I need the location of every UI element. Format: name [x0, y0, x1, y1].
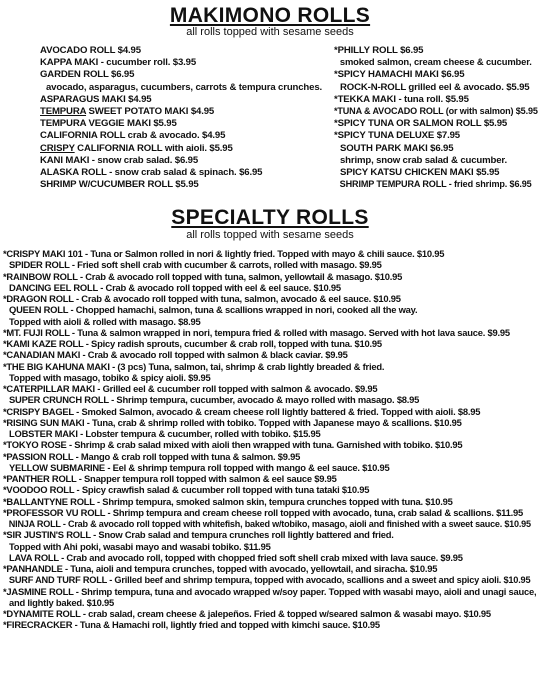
specialty-line: [3, 608, 539, 619]
menu-item-text: ALASKA ROLL - snow crab salad & spinach. $6.95: [40, 167, 263, 179]
specialty-line: [3, 271, 539, 282]
menu-item-text: *FIRECRACKER - Tuna & Hamachi roll, lightly fried and topped with kimchi sauce. $10.95: [3, 619, 380, 631]
specialty-line: [3, 529, 539, 540]
specialty-line: [3, 259, 539, 270]
menu-item-text: avocado, asparagus, cucumbers, carrots & tempura crunches.: [46, 81, 323, 93]
menu-item-text: CALIFORNIA ROLL with aioli. $5.95: [74, 142, 233, 154]
menu-item-text: *TUNA & AVOCADO ROLL (or with salmon) $5.95: [334, 106, 538, 118]
menu-item: [334, 118, 539, 130]
menu-item-text: *CANADIAN MAKI - Crab & avocado roll topped with salmon & black caviar. $9.95: [3, 349, 348, 361]
menu-item: [334, 143, 539, 155]
menu-item-text: ROCK-N-ROLL grilled eel & avocado. $5.95: [340, 81, 530, 93]
specialty-line: [3, 293, 539, 304]
menu-item-text: SUPER CRUNCH ROLL - Shrimp tempura, cucumber, avocado & mayo rolled with masago. $8.95: [9, 394, 420, 406]
specialty-title: SPECIALTY ROLLS: [171, 206, 369, 229]
menu-item-text: SHRIMP TEMPURA ROLL - fried shrimp. $6.95: [339, 179, 532, 191]
specialty-line: [3, 619, 539, 630]
menu-item-text: *PROFESSOR VU ROLL - Shrimp tempura and cream cheese roll topped with avocado, tuna, crab salad & scallions. $11.95: [3, 506, 523, 518]
menu-item: [334, 94, 539, 106]
specialty-line: [3, 496, 539, 507]
menu-item-text: CALIFORNIA ROLL crab & avocado. $4.95: [40, 130, 226, 142]
menu-item: [40, 69, 330, 81]
specialty-roll-list: [3, 248, 539, 631]
menu-item-text: *TOKYO ROSE - Shrimp & crab salad mixed with aioli then wrapped with tuna. Garnished with tobiko. $10.95: [3, 439, 463, 451]
specialty-line: [3, 349, 539, 360]
specialty-line: [3, 541, 539, 552]
menu-item: [334, 57, 538, 69]
menu-item-text: *DYNAMITE ROLL - crab salad, cream cheese & jalepeños. Fried & topped w/seared salmon & wasabi mayo. $10.95: [3, 608, 491, 619]
menu-item-text: KAPPA MAKI - cucumber roll. $3.95: [40, 57, 197, 69]
menu-item: [40, 106, 330, 118]
menu-item-text: SURF AND TURF ROLL - Grilled beef and shrimp tempura, topped with avocado, scallions and a sweet and spicy aioli. $10.95: [8, 574, 531, 586]
menu-item-text: *RAINBOW ROLL - Crab & avocado roll topped with tuna, salmon, yellowtail & masago. $10.95: [3, 270, 403, 282]
menu-item: [40, 179, 330, 191]
menu-item-text: *PANTHER ROLL - Snapper tempura roll topped with salmon & eel sauce $9.95: [3, 473, 337, 484]
specialty-line: [3, 473, 539, 484]
specialty-line: [3, 394, 539, 405]
menu-item-text: YELLOW SUBMARINE - Eel & shrimp tempura roll topped with mango & eel sauce. $10.95: [9, 461, 390, 473]
specialty-line: [3, 406, 539, 417]
specialty-line: [3, 282, 539, 293]
menu-item-text: *VOODOO ROLL - Spicy crawfish salad & cucumber roll topped with tuna tataki $10.95: [3, 484, 370, 496]
specialty-line: [3, 484, 539, 495]
menu-item-text: SOUTH PARK MAKI $6.95: [340, 142, 454, 154]
menu-item-text: *RISING SUN MAKI - Tuna, crab & shrimp rolled with tobiko. Topped with Japanese mayo & scallions. $10.95: [3, 416, 462, 428]
menu-item-text: smoked salmon, cream cheese & cucumber.: [339, 57, 532, 69]
underlined-word: CRISPY: [40, 142, 75, 154]
menu-item-text: LOBSTER MAKI - Lobster tempura & cucumber, rolled with tobiko. $15.95: [9, 428, 321, 439]
menu-item: [334, 106, 538, 118]
menu-item-text: *PHILLY ROLL $6.95: [334, 45, 424, 56]
menu-item: [334, 155, 539, 167]
specialty-line: [3, 428, 539, 439]
makimono-title: MAKIMONO ROLLS: [169, 4, 371, 27]
menu-item: [40, 118, 330, 130]
menu-item-text: *SPICY HAMACHI MAKI $6.95: [334, 69, 465, 81]
menu-item: [40, 167, 330, 179]
specialty-line: [3, 563, 539, 574]
specialty-line: [3, 439, 539, 450]
menu-item-text: QUEEN ROLL - Chopped hamachi, salmon, tuna & scallions wrapped in nori, cooked all the way.: [9, 304, 418, 316]
menu-item-text: LAVA ROLL - Crab and avocado roll, topped with chopped fried soft shell crab mixed with lava sauce. $9.95: [9, 551, 463, 563]
specialty-line: [3, 574, 537, 585]
menu-item: [334, 45, 539, 57]
menu-item-text: *TEKKA MAKI - tuna roll. $5.95: [334, 93, 469, 105]
menu-item-text: Topped with aioli & rolled with masago. $8.95: [9, 315, 201, 327]
menu-item-text: KANI MAKI - snow crab salad. $6.95: [40, 154, 199, 166]
underlined-word: TEMPURA: [40, 106, 87, 118]
menu-item-text: AVOCADO ROLL $4.95: [40, 45, 141, 56]
menu-item: [334, 179, 538, 191]
menu-item-text: *THE BIG KAHUNA MAKI - (3 pcs) Tuna, salmon, tai, shrimp & crab lightly breaded & fried.: [3, 360, 385, 372]
menu-item: [40, 82, 330, 94]
menu-item: [334, 130, 539, 142]
menu-item-text: SPIDER ROLL - Fried soft shell crab with cucumber & carrots, rolled with masago. $9.95: [9, 259, 382, 271]
specialty-line: [3, 462, 539, 473]
menu-item: [40, 94, 330, 106]
menu-item: [334, 82, 539, 94]
menu-item: [40, 155, 330, 167]
menu-item-text: shrimp, snow crab salad & cucumber.: [340, 154, 507, 166]
specialty-line: [3, 586, 539, 597]
specialty-line: [3, 383, 539, 394]
specialty-line: [3, 327, 539, 338]
menu-item: [40, 57, 330, 69]
menu-item-text: *SPICY TUNA DELUXE $7.95: [334, 130, 460, 142]
menu-item: [40, 130, 330, 142]
specialty-line: [3, 597, 539, 608]
menu-item-text: SWEET POTATO MAKI $4.95: [86, 106, 215, 118]
specialty-line: [3, 338, 539, 349]
menu-item-text: *SIR JUSTIN'S ROLL - Snow Crab salad and tempura crunches roll lightly battered and fried.: [3, 529, 394, 541]
menu-item-text: *BALLANTYNE ROLL - Shrimp tempura, smoked salmon skin, tempura crunches topped with tuna. $10.95: [3, 495, 453, 507]
specialty-line: [3, 361, 539, 372]
makimono-subtitle: all rolls topped with sesame seeds: [186, 26, 354, 38]
menu-item-text: *CATERPILLAR MAKI - Grilled eel & cucumber roll topped with salmon & avocado. $9.95: [3, 383, 378, 394]
menu-item-text: SHRIMP W/CUCUMBER ROLL $5.95: [40, 179, 199, 191]
menu-item-text: *PASSION ROLL - Mango & crab roll topped with tuna & salmon. $9.95: [3, 450, 301, 462]
specialty-line: [3, 507, 539, 518]
menu-item-text: *CRISPY BAGEL - Smoked Salmon, avocado & cream cheese roll lightly battered & fried. Topped with aioli. $8.95: [3, 405, 481, 417]
menu-item: [334, 167, 539, 179]
menu-item-text: *KAMI KAZE ROLL - Spicy radish sprouts, cucumber & crab roll, topped with tuna. $10.95: [3, 338, 382, 349]
specialty-line: [3, 552, 539, 563]
menu-item-text: Topped with Ahi poki, wasabi mayo and wasabi tobiko. $11.95: [9, 540, 271, 552]
menu-item-text: *JASMINE ROLL - Shrimp tempura, tuna and avocado wrapped w/soy paper. Topped with wasabi mayo, aioli and unagi sauce,: [3, 585, 537, 597]
specialty-line: [3, 451, 539, 462]
specialty-subtitle: all rolls topped with sesame seeds: [186, 229, 354, 241]
menu-item-text: *SPICY TUNA OR SALMON ROLL $5.95: [334, 118, 508, 130]
menu-item-text: *DRAGON ROLL - Crab & avocado roll topped with tuna, salmon, avocado & eel sauce. $10.95: [3, 293, 401, 304]
menu-item-text: NINJA ROLL - Crab & avocado roll topped with whitefish, baked w/tobiko, masago, aioli and finished with a sweet sauce. $10.95: [8, 518, 531, 529]
makimono-left-column: [40, 45, 330, 191]
makimono-right-column: [334, 45, 539, 191]
specialty-line: [3, 248, 539, 259]
menu-item-text: GARDEN ROLL $6.95: [40, 69, 135, 81]
menu-item-text: *CRISPY MAKI 101 - Tuna or Salmon rolled in nori & lightly fried. Topped with mayo & chili sauce. $10.95: [3, 248, 445, 259]
specialty-line: [3, 372, 539, 383]
specialty-line: [3, 304, 539, 315]
specialty-line: [3, 417, 539, 428]
menu-item-text: *MT. FUJI ROLL - Tuna & salmon wrapped in nori, tempura fried & rolled with masago. Served with hot lava sauce. $9.95: [3, 326, 510, 338]
menu-item-text: and lightly baked. $10.95: [9, 596, 114, 608]
menu-item-text: *PANHANDLE - Tuna, aioli and tempura crunches, topped with avocado, yellowtail, and siracha. $10.95: [3, 563, 438, 574]
menu-item: [334, 69, 539, 81]
menu-item-text: DANCING EEL ROLL - Crab & avocado roll topped with eel & eel sauce. $10.95: [9, 281, 341, 293]
menu-item: [40, 143, 330, 155]
specialty-line: [3, 316, 539, 327]
menu-item-text: ASPARAGUS MAKI $4.95: [40, 93, 152, 105]
menu-item-text: SPICY KATSU CHICKEN MAKI $5.95: [340, 167, 500, 179]
menu-item-text: TEMPURA VEGGIE MAKI $5.95: [40, 118, 177, 130]
menu-item: [40, 45, 330, 57]
specialty-line: [3, 518, 537, 529]
menu-item-text: Topped with masago, tobiko & spicy aioli. $9.95: [9, 371, 211, 383]
